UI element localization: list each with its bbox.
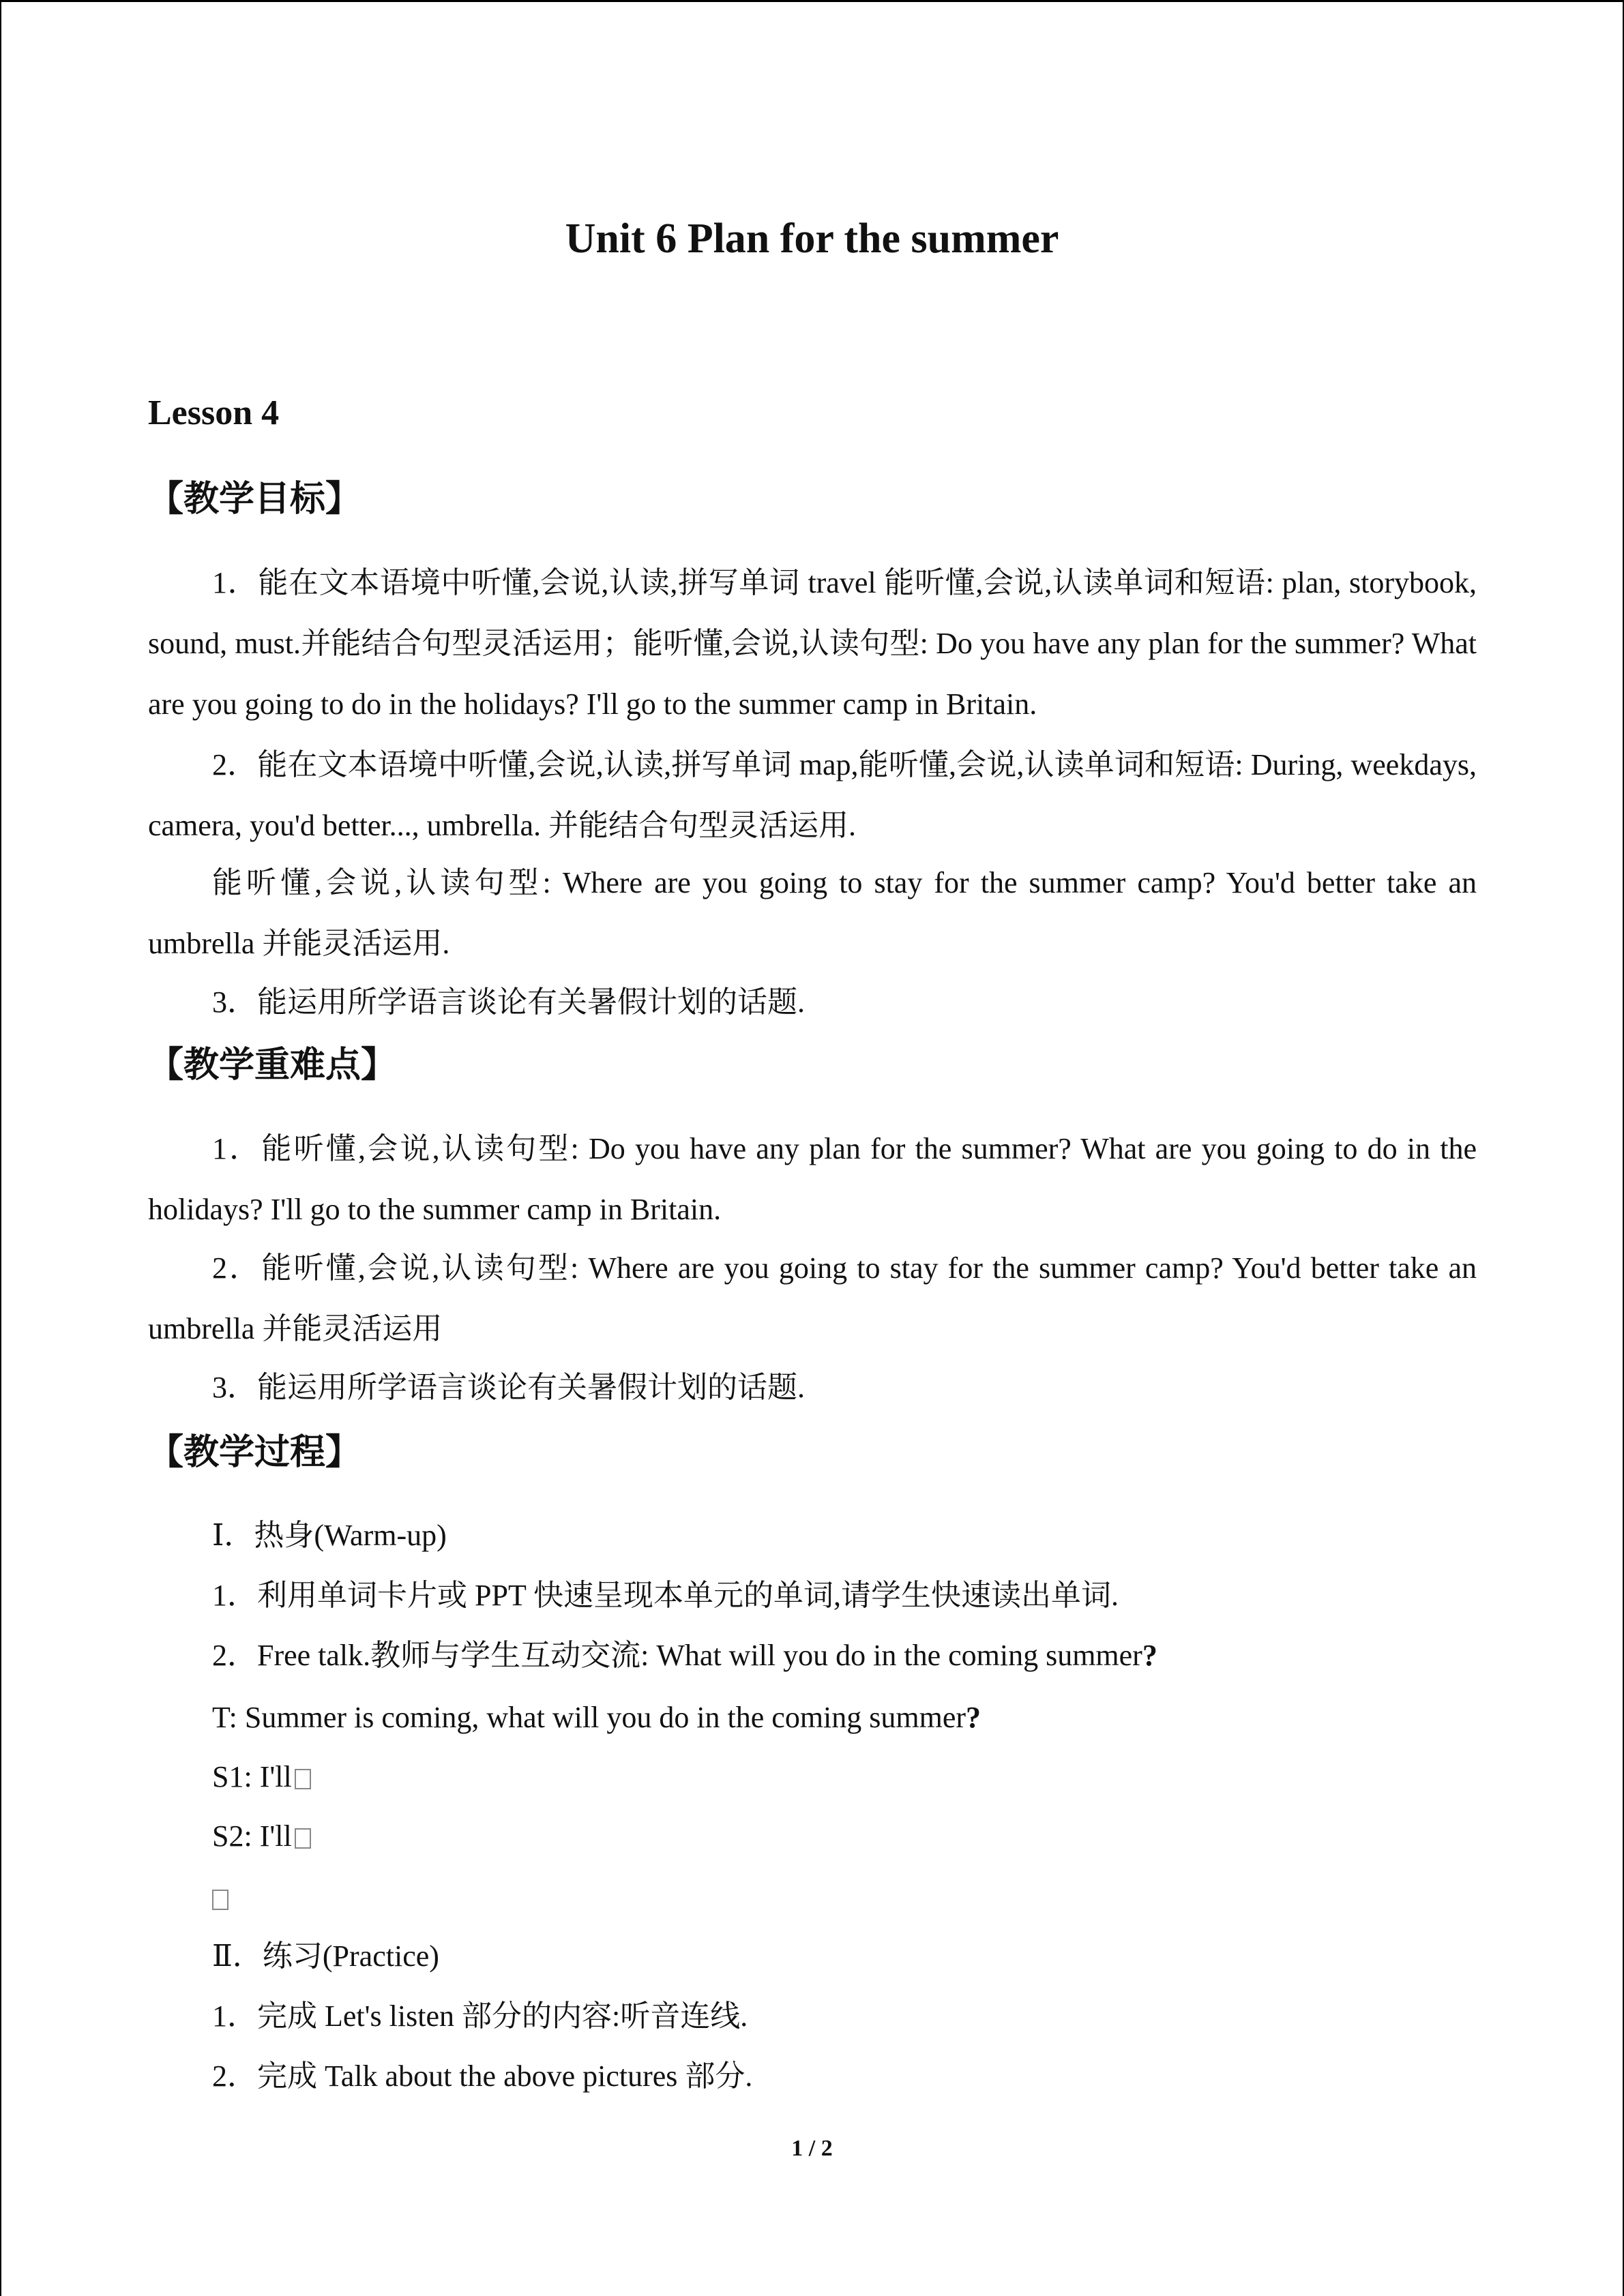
- page-number: 1 / 2: [791, 2136, 833, 2161]
- key-point-item-2: 2．能听懂,会说,认读句型: Where are you going to stay for the summer camp? You'd better take an umbrella 并能灵活运用: [148, 1251, 1477, 1345]
- key-points-heading: 【教学重难点】: [148, 1045, 397, 1086]
- process-heading: 【教学过程】: [148, 1432, 361, 1473]
- warmup-title: Ⅰ．热身(Warm-up): [212, 1519, 447, 1552]
- objective-item-3: 3．能运用所学语言谈论有关暑假计划的话题.: [212, 985, 805, 1019]
- objectives-heading: 【教学目标】: [148, 479, 361, 520]
- teacher-line: [212, 1687, 981, 1748]
- placeholder-box-icon: [295, 1769, 311, 1789]
- student-2-line: [212, 1806, 311, 1866]
- practice-step-2: 2．完成 Talk about the above pictures 部分.: [212, 2059, 753, 2093]
- placeholder-box-icon: [295, 1828, 311, 1849]
- practice-title: Ⅱ．练习(Practice): [212, 1939, 439, 1973]
- student-1-text: S1: I'll: [212, 1760, 292, 1793]
- objective-item-2-sentences: 能听懂,会说,认读句型: Where are you going to stay for the summer camp? You'd better take an umbrella 并能灵活运用.: [148, 866, 1477, 960]
- practice-step-1: 1．完成 Let's listen 部分的内容:听音连线.: [212, 1999, 748, 2033]
- student-2-text: S2: I'll: [212, 1819, 292, 1853]
- question-mark: ?: [966, 1701, 981, 1734]
- teacher-line-text: T: Summer is coming, what will you do in the coming summer: [212, 1701, 966, 1734]
- key-point-item-1: 1．能听懂,会说,认读句型: Do you have any plan for the summer? What are you going to do in the holidays? I'll go to the summer camp in Britain.: [148, 1132, 1477, 1226]
- question-mark: ?: [1142, 1639, 1157, 1672]
- placeholder-box-icon: [212, 1890, 228, 1910]
- objective-item-1: 1．能在文本语境中听懂,会说,认读,拼写单词 travel 能听懂,会说,认读单词和短语: plan, storybook, sound, must.并能结合句型灵活运用；能听懂,会说,认读句型: Do you have any plan for the summer? What are you going to do in the holidays? I'll go to the summer camp in Britain.: [148, 566, 1477, 721]
- student-1-line: [212, 1746, 311, 1807]
- warmup-step-2-text: 2．Free talk.教师与学生互动交流: What will you do in the coming summer: [212, 1639, 1142, 1672]
- lesson-heading: Lesson 4: [148, 393, 280, 432]
- ellipsis-line: [212, 1867, 228, 1928]
- document-title: Unit 6 Plan for the summer: [565, 215, 1059, 262]
- key-point-item-3: 3．能运用所学语言谈论有关暑假计划的话题.: [212, 1371, 805, 1404]
- warmup-step-1: 1．利用单词卡片或 PPT 快速呈现本单元的单词,请学生快速读出单词.: [212, 1579, 1119, 1612]
- warmup-step-2: [212, 1625, 1157, 1686]
- objective-item-2: 2．能在文本语境中听懂,会说,认读,拼写单词 map,能听懂,会说,认读单词和短语: During, weekdays, camera, you'd better..., umbrella. 并能结合句型灵活运用.: [148, 748, 1477, 842]
